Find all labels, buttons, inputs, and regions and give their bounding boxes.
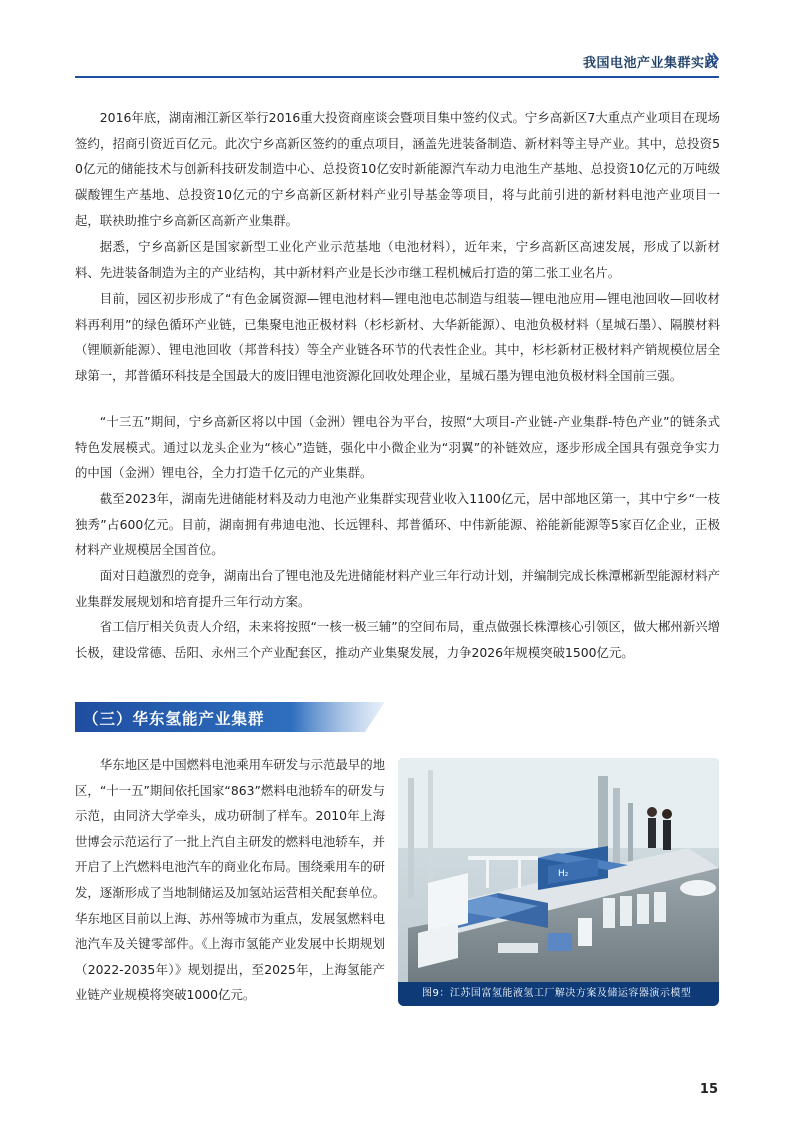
figure (398, 758, 719, 1006)
page-number: 15 (699, 1082, 718, 1097)
body-paragraph: “十三五”期间，宁乡高新区将以中国（金洲）锂电谷为平台，按照“大项目-产业链-产业集群-特色产业”的链条式特色发展模式。通过以龙头企业为“核心”造链，强化中小微企业为“羽翼”的补链效应，逐步形成全国具有强竞争实力的中国（金洲）锂电谷，全力打造千亿元的产业集群。 (75, 414, 720, 481)
body-paragraph: 截至2023年，湖南先进储能材料及动力电池产业集群实现营业收入1100亿元，居中部地区第一，其中宁乡“一枝独秀”占600亿元。目前，湖南拥有弗迪电池、长远锂科、邦普循环、中伟新能源、裕能新能源等5家百亿企业，正极材料产业规模居全国首位。 (75, 491, 720, 558)
double-chevron-right-icon (705, 51, 721, 67)
body-paragraph: 目前，园区初步形成了“有色金属资源—锂电池材料—锂电池电芯制造与组装—锂电池应用—锂电池回收—回收材料再利用”的绿色循环产业链，已集聚电池正极材料（杉杉新材、大华新能源）、电池负极材料（星城石墨）、隔膜材料（锂顺新能源）、锂电池回收（邦普科技）等全产业链各环节的代表性企业。其中，杉杉新材正极材料产销规模位居全球第一，邦普循环科技是全国最大的废旧锂电池资源化回收处理企业，星城石墨为锂电池负极材料全国前三强。 (75, 291, 720, 384)
section-paragraph: 华东地区是中国燃料电池乘用车研发与示范最早的地区，“十一五”期间依托国家“863”燃料电池轿车的研发与示范，由同济大学牵头，成功研制了样车。2010年上海世博会示范运行了一批上汽自主研发的燃料电池轿车，并开启了上汽燃料电池汽车的商业化布局。围绕乘用车的研发，逐渐形成了当地制储运及加氢站运营相关配套单位。华东地区目前以上海、苏州等城市为重点，发展氢燃料电池汽车及关键零部件。《上海市氢能产业发展中长期规划（2022-2035年）》规划提出，至2025年，上海氢能产业链产业规模将突破1000亿元。 (75, 757, 385, 1003)
h2-label: H₂ (558, 869, 569, 879)
section-heading (75, 702, 385, 732)
body-paragraph: 省工信厅相关负责人介绍，未来将按照“一核一极三辅”的空间布局，重点做强长株潭核心引领区，做大郴州新兴增长极，建设常德、岳阳、永州三个产业配套区，推动产业集聚发展，力争2026年规模突破1500亿元。 (75, 619, 720, 660)
section-title: （三）华东氢能产业集群 (83, 710, 265, 728)
body-paragraph: 据悉，宁乡高新区是国家新型工业化产业示范基地（电池材料），近年来，宁乡高新区高速发展，形成了以新材料、先进装备制造为主的产业结构，其中新材料产业是长沙市继工程机械后打造的第二张工业名片。 (75, 239, 720, 280)
hydrogen-plant-model-image (398, 758, 719, 1006)
header-rule (75, 76, 719, 78)
figure-caption: 图9：江苏国富氢能液氢工厂解决方案及储运容器演示模型 (398, 982, 719, 1006)
body-paragraph: 面对日趋激烈的竞争，湖南出台了锂电池及先进储能材料产业三年行动计划，并编制完成长株潭郴新型能源材料产业集群发展规划和培育提升三年行动方案。 (75, 568, 720, 609)
header-title: 我国电池产业集群实践 (582, 56, 718, 71)
body-paragraph: 2016年底，湖南湘江新区举行2016重大投资商座谈会暨项目集中签约仪式。宁乡高新区7大重点产业项目在现场签约，招商引资近百亿元。此次宁乡高新区签约的重点项目，涵盖先进装备制造、新材料等主导产业。其中，总投资50亿元的储能技术与创新科技研发制造中心、总投资10亿安时新能源汽车动力电池生产基地、总投资10亿元的万吨级碳酸锂生产基地、总投资10亿元的宁乡高新区新材料产业引导基金等项目，将与此前引进的新材料电池产业项目一起，联袂助推宁乡高新区高新产业集群。 (75, 110, 720, 228)
